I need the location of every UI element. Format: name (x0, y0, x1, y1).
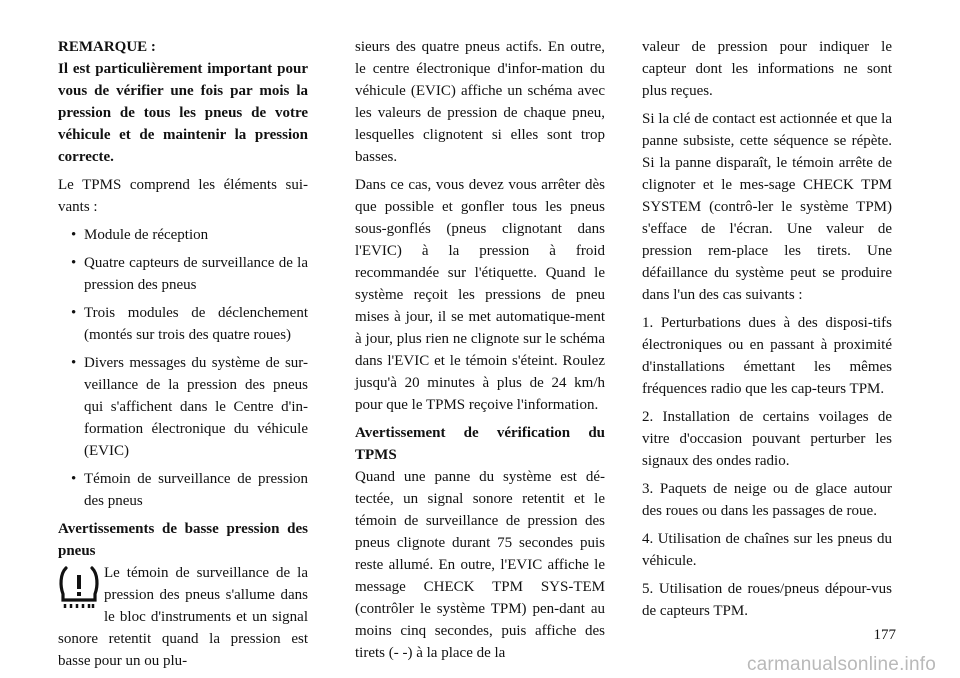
tpms-component-list (58, 224, 308, 512)
low-pressure-heading: Avertissements de basse pression des pneus (58, 521, 308, 559)
failure-cause-item: 5. Utilisation de roues/pneus dépour-vus de capteurs TPM. (642, 581, 892, 619)
failure-cause-item: 3. Paquets de neige ou de glace autour des roues ou dans les passages de roue. (642, 481, 892, 519)
bullet-icon: • (71, 255, 77, 271)
failure-cause-item: 2. Installation de certains voilages de vitre d'occasion pouvant perturber les signaux des ondes radio. (642, 409, 892, 469)
tpms-check-heading: Avertissement de vérification du TPMS (355, 425, 605, 463)
list-item: • Module de réception (58, 224, 308, 246)
tpms-intro: Le TPMS comprend les éléments sui-vants : (58, 177, 308, 215)
column-right (642, 36, 892, 628)
page-number: 177 (873, 627, 896, 643)
bullet-icon: • (71, 227, 77, 243)
low-pressure-paragraph (58, 562, 308, 672)
failure-cause-item: 4. Utilisation de chaînes sur les pneus du véhicule. (642, 531, 892, 569)
bullet-icon: • (71, 355, 77, 371)
tire-pressure-warning-icon (58, 564, 100, 610)
list-item: • Quatre capteurs de surveillance de la pression des pneus (58, 252, 308, 296)
bullet-icon: • (71, 305, 77, 321)
failure-cause-item: 1. Perturbations dues à des disposi-tifs électroniques ou en passant à proximité d'installations émettant les mêmes fréquences radio que les cap-teurs TPM. (642, 315, 892, 397)
list-item: • Témoin de surveillance de pression des pneus (58, 468, 308, 512)
column-middle (355, 36, 605, 670)
list-item: • Trois modules de déclenchement (montés sur trois des quatre roues) (58, 302, 308, 346)
bullet-icon: • (71, 471, 77, 487)
list-item: • Divers messages du système de sur-veillance de la pression des pneus qui s'affichent dans le Centre d'in-formation électronique du véhicule (EVIC) (58, 352, 308, 462)
paragraph: valeur de pression pour indiquer le capteur dont les informations ne sont plus reçues. (642, 39, 892, 99)
paragraph: Quand une panne du système est dé-tectée, un signal sonore retentit et le témoin de surveillance de pression des pneus clignote durant 75 secondes puis reste allumé. En outre, l'EVIC affiche le message CHECK TPM SYS-TEM (contrôler le système TPM) pen-dant au moins cinq secondes, puis affiche des tirets (- -) à la place de la (355, 469, 605, 661)
important-note: Il est particulièrement important pour vous de vérifier une fois par mois la pression de tous les pneus de votre véhicule et de maintenir la pression correcte. (58, 61, 308, 165)
paragraph: Si la clé de contact est actionnée et que la panne subsiste, cette séquence se répète. Si la panne disparaît, le témoin arrête de clignoter et le mes-sage CHECK TPM SYSTEM (contrô-ler le système TPM) s'efface de l'écran. Une valeur de pression rem-place les tirets. Une défaillance du système peut se produire dans l'un des cas suivants : (642, 111, 892, 303)
remarque-label: REMARQUE : (58, 39, 156, 55)
paragraph: Dans ce cas, vous devez vous arrêter dès que possible et gonfler tous les pneus sous-gonflés (pneus clignotant dans l'EVIC) à la pression à froid recommandée sur l'étiquette. Quand le système reçoit les pressions de pneu mises à jour, il se met automatique-ment à jour, plus rien ne clignote sur le schéma dans l'EVIC et le témoin s'éteint. Roulez jusqu'à 20 minutes à plus de 24 km/h pour que le TPMS reçoive l'information. (355, 177, 605, 413)
paragraph: sieurs des quatre pneus actifs. En outre, le centre électronique d'infor-mation du véhicule (EVIC) affiche un schéma avec les valeurs de pression de chaque pneu, lesquelles clignotent si elles sont trop basses. (355, 39, 605, 165)
column-left (58, 36, 308, 678)
watermark: carmanualsonline.info (746, 654, 936, 675)
low-pressure-text: Le témoin de surveillance de la pression des pneus s'allume dans le bloc d'instruments et un signal sonore retentit quand la pression est basse pour un ou plu- (58, 565, 308, 669)
